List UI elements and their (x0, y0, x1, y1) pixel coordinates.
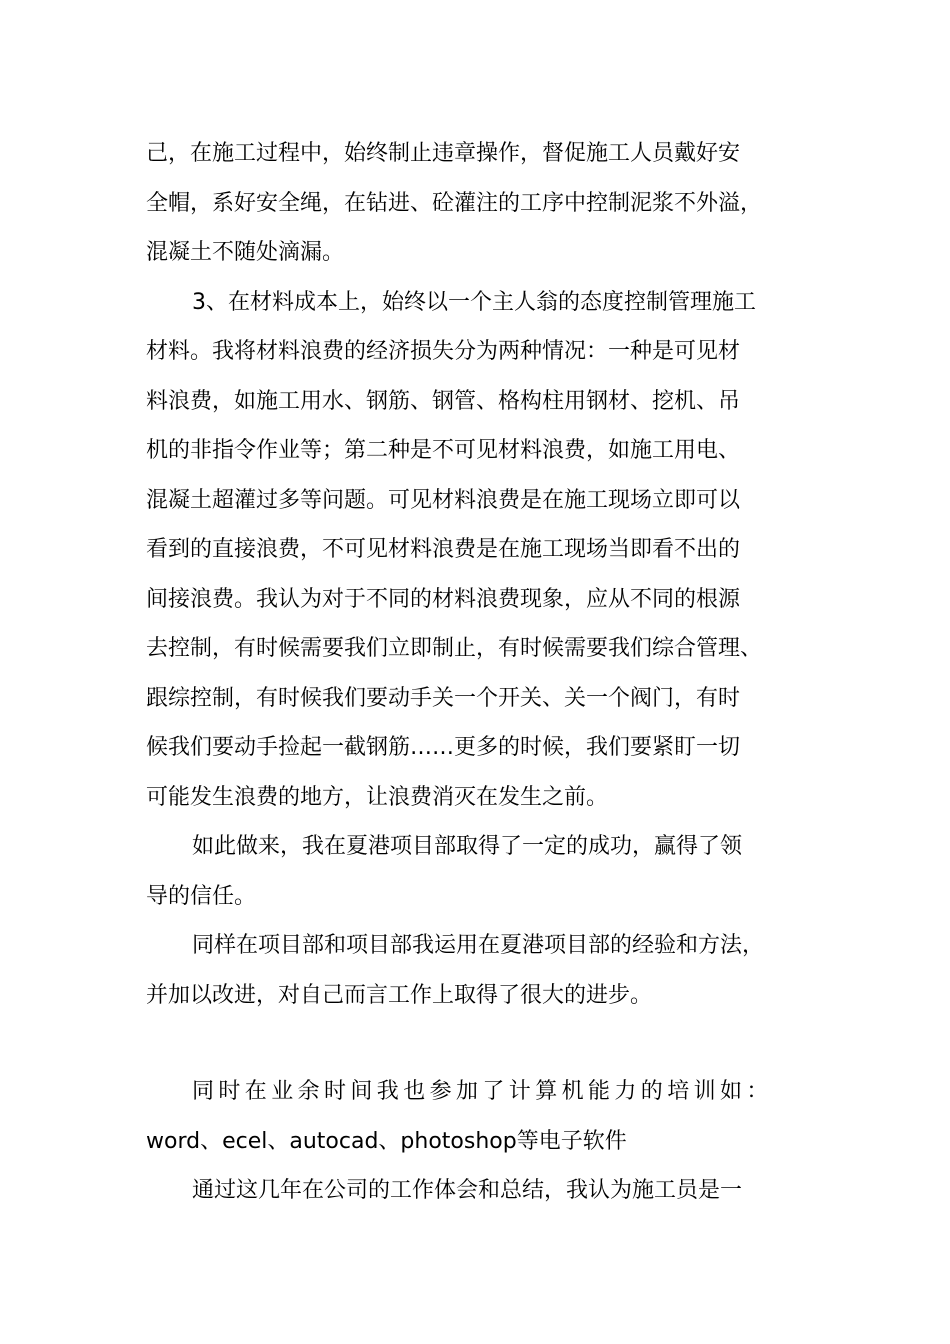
paragraph-start-line: 同时在业余时间我也参加了计算机能力的培训如： (192, 1079, 773, 1104)
text-line: 全帽，系好安全绳，在钻进、砼灌注的工序中控制泥浆不外溢， (146, 190, 763, 216)
text-line: 机的非指令作业等；第二种是不可见材料浪费，如施工用电、 (146, 438, 741, 463)
text-line: 材料。我将材料浪费的经济损失分为两种情况：一种是可见材 (146, 339, 741, 364)
paragraph-start-line: 通过这几年在公司的工作体会和总结，我认为施工员是一 (192, 1178, 743, 1203)
text-line: 候我们要动手捡起一截钢筋……更多的时候，我们要紧盯一切 (146, 735, 741, 760)
text-line: 看到的直接浪费，不可见材料浪费是在施工现场当即看不出的 (146, 537, 741, 562)
text-line: 并加以改进，对自己而言工作上取得了很大的进步。 (146, 982, 653, 1008)
text-line: 可能发生浪费的地方，让浪费消灭在发生之前。 (146, 784, 609, 810)
text-line: word、ecel、autocad、photoshop等电子软件 (146, 1128, 627, 1154)
text-line: 混凝土不随处滴漏。 (146, 240, 345, 265)
text-line: 间接浪费。我认为对于不同的材料浪费现象，应从不同的根源 (146, 586, 741, 612)
document-body (146, 129, 818, 1216)
paragraph-start-line: 3、在材料成本上，始终以一个主人翁的态度控制管理施工 (192, 289, 756, 315)
text-line: 混凝土超灌过多等问题。可见材料浪费是在施工现场立即可以 (146, 487, 741, 513)
text-line: 跟综控制，有时候我们要动手关一个开关、关一个阀门，有时 (146, 685, 741, 711)
text-line: 去控制，有时候需要我们立即制止，有时候需要我们综合管理、 (146, 636, 763, 661)
paragraph-start-line: 同样在项目部和项目部我运用在夏港项目部的经验和方法， (192, 933, 765, 958)
paragraph-start-line: 如此做来，我在夏港项目部取得了一定的成功，赢得了领 (192, 834, 743, 859)
text-line: 己，在施工过程中，始终制止违章操作，督促施工人员戴好安 (146, 141, 741, 166)
text-line: 导的信任。 (146, 883, 257, 909)
blank-line (146, 1020, 818, 1067)
text-line: 料浪费，如施工用水、钢筋、钢管、格构柱用钢材、挖机、吊 (146, 388, 741, 414)
